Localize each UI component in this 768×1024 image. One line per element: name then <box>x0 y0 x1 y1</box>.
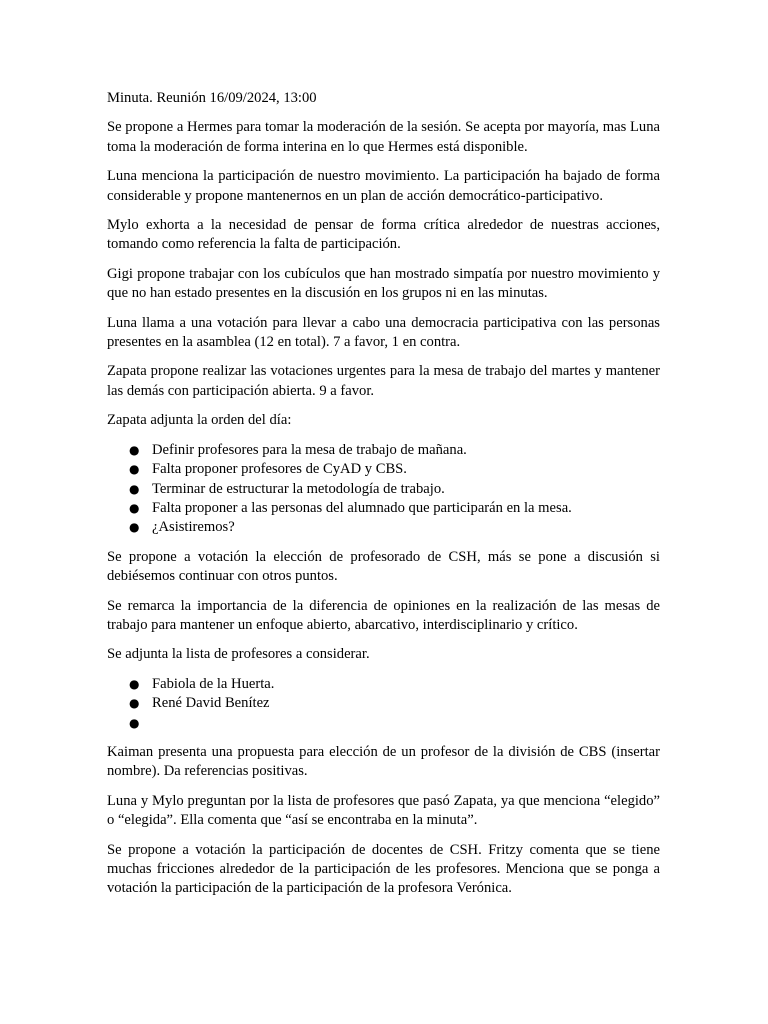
paragraph-csh-teachers-vote: Se propone a votación la participación de docentes de CSH. Fritzy comenta que se tiene muchas fricciones alrededor de la participación de les profesores. Menciona que se ponga a votación la participación de la participación de la profesora Verónica. <box>107 841 660 897</box>
paragraph-csh-vote: Se propone a votación la elección de profesorado de CSH, más se pone a discusión si debiésemos continuar con otros puntos. <box>107 548 660 585</box>
bullet-icon: ● <box>129 520 140 535</box>
document-title: Minuta. Reunión 16/09/2024, 13:00 <box>107 90 317 106</box>
list-item-text: Fabiola de la Huerta. <box>152 675 275 692</box>
list-item <box>129 480 660 499</box>
paragraph-urgent-votes: Zapata propone realizar las votaciones urgentes para la mesa de trabajo del martes y mantener las demás con participación abierta. 9 a favor. <box>107 363 660 399</box>
paragraph-kaiman-proposal: Kaiman presenta una propuesta para elección de un profesor de la división de CBS (insertar nombre). Da referencias positivas. <box>107 743 660 780</box>
bullet-icon: ● <box>129 500 140 515</box>
list-item-text: Falta proponer a las personas del alumnado que participarán en la mesa. <box>152 499 572 516</box>
paragraph-moderation: Se propone a Hermes para tomar la moderación de la sesión. Se acepta por mayoría, mas Luna toma la moderación de forma interina en lo que Hermes está disponible. <box>107 119 660 155</box>
list-item-text: ¿Asistiremos? <box>152 519 235 536</box>
list-item <box>129 499 660 518</box>
paragraph-list-question: Luna y Mylo preguntan por la lista de profesores que pasó Zapata, ya que menciona “elegido” o “elegida”. Ella comenta que “así se encontraba en la minuta”. <box>107 792 660 829</box>
professor-list <box>107 675 660 733</box>
paragraph-agenda-intro: Zapata adjunta la orden del día: <box>107 412 292 429</box>
bullet-icon: ● <box>129 481 140 496</box>
list-item-text: Definir profesores para la mesa de trabajo de mañana. <box>152 441 467 458</box>
list-item <box>129 675 660 694</box>
list-item <box>129 441 660 460</box>
paragraph-vote-democracy: Luna llama a una votación para llevar a cabo una democracia participativa con las personas presentes en la asamblea (12 en total). 7 a favor, 1 en contra. <box>107 314 660 351</box>
bullet-icon: ● <box>129 696 140 711</box>
bullet-icon: ● <box>129 462 140 477</box>
agenda-list <box>107 441 660 538</box>
paragraph-critical-thinking: Mylo exhorta a la necesidad de pensar de forma crítica alrededor de nuestras acciones, tomando como referencia la falta de participación. <box>107 217 660 253</box>
bullet-icon: ● <box>129 676 140 691</box>
bullet-icon: ● <box>129 442 140 457</box>
list-item <box>129 714 660 733</box>
paragraph-participation: Luna menciona la participación de nuestro movimiento. La participación ha bajado de forma considerable y propone mantenernos en un plan de acción democrático-participativo. <box>107 168 660 204</box>
document-page <box>107 89 660 909</box>
paragraph-cubicles: Gigi propone trabajar con los cubículos que han mostrado simpatía por nuestro movimiento y que no han estado presentes en la discusión en los grupos ni en las minutas. <box>107 265 660 302</box>
bullet-icon: ● <box>129 715 140 730</box>
paragraph-diversity-opinions: Se remarca la importancia de la diferencia de opiniones en la realización de las mesas de trabajo para mantener un enfoque abierto, abarcativo, interdisciplinario y crítico. <box>107 597 660 633</box>
list-item <box>129 518 660 537</box>
paragraph-professor-list-intro: Se adjunta la lista de profesores a considerar. <box>107 646 370 663</box>
list-item-text: René David Benítez <box>152 695 270 712</box>
list-item-text: Falta proponer profesores de CyAD y CBS. <box>152 461 407 478</box>
list-item <box>129 694 660 713</box>
list-item-text: Terminar de estructurar la metodología de trabajo. <box>152 480 445 497</box>
list-item <box>129 460 660 479</box>
